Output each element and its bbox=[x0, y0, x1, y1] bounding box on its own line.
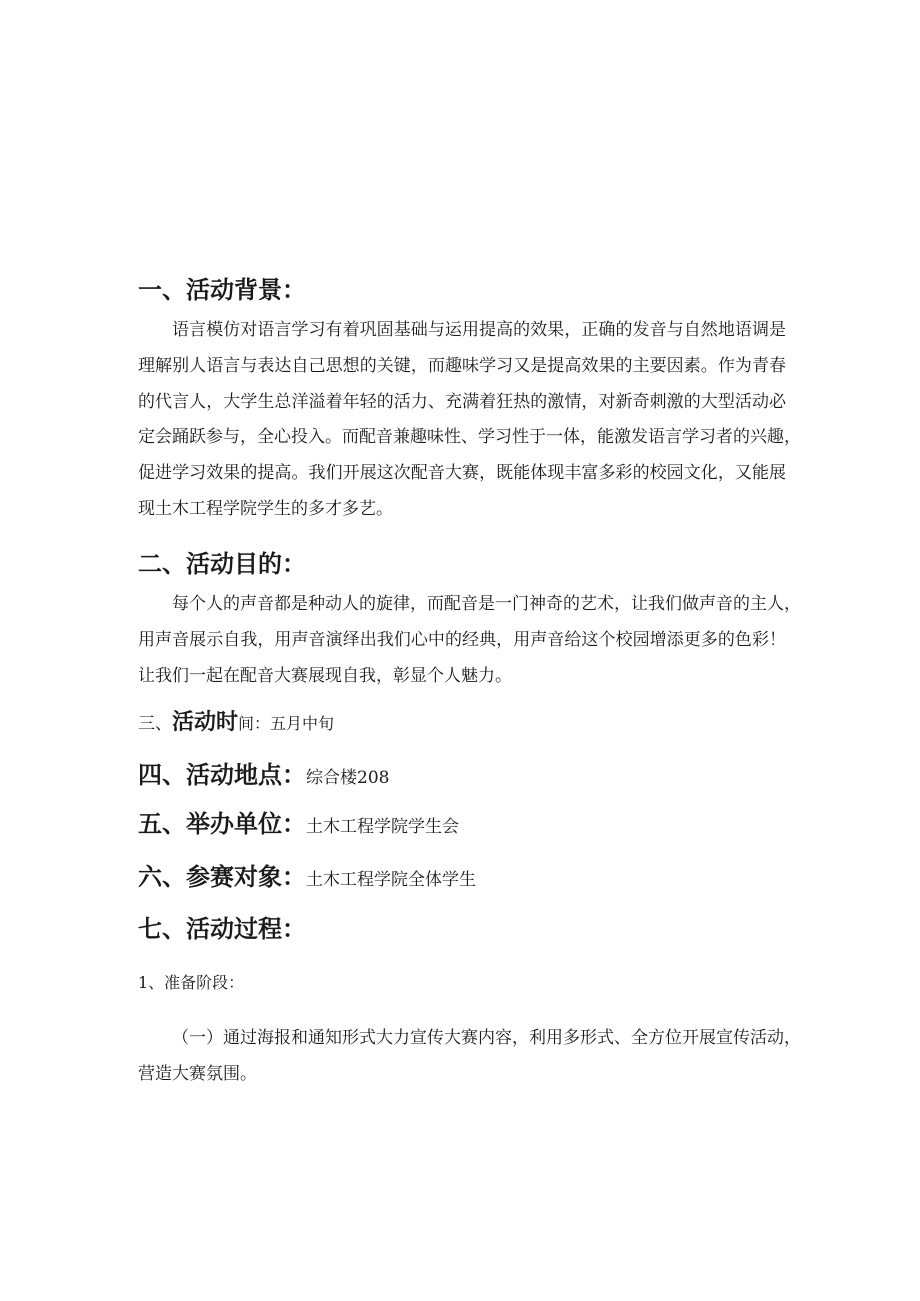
time-value: 间：五月中旬 bbox=[238, 714, 335, 733]
organizer-value: 土木工程学院学生会 bbox=[306, 817, 459, 837]
paragraph-line: 营造大赛氛围。 bbox=[138, 1063, 257, 1084]
section-heading-background: 一、活动背景： bbox=[138, 276, 306, 304]
section-heading-time bbox=[138, 706, 334, 739]
time-heading-label: 活动时 bbox=[172, 710, 239, 735]
organizer-heading-label: 五、举办单位： bbox=[138, 810, 306, 838]
paragraph-line: 语言模仿对语言学习有着巩固基础与运用提高的效果，正确的发音与自然地语调是 bbox=[172, 320, 786, 340]
paragraph-line: 现土木工程学院学生的多才多艺。 bbox=[138, 498, 393, 519]
background-paragraph bbox=[138, 313, 801, 528]
process-stage-label: 1、准备阶段： bbox=[138, 973, 245, 992]
section-heading-participants bbox=[138, 862, 476, 895]
paragraph-line: 让我们一起在配音大赛展现自我，彰显个人魅力。 bbox=[138, 665, 512, 686]
participants-value: 土木工程学院全体学生 bbox=[306, 870, 476, 890]
paragraph-line: （一）通过海报和通知形式大力宣传大赛内容，利用多形式、全方位开展宣传活动， bbox=[172, 1028, 801, 1048]
paragraph-line: 定会踊跃参与，全心投入。而配音兼趣味性、学习性于一体，能激发语言学习者的兴趣， bbox=[138, 427, 801, 448]
purpose-paragraph bbox=[138, 587, 801, 694]
section-heading-place bbox=[138, 760, 389, 793]
place-value: 综合楼208 bbox=[306, 768, 390, 788]
paragraph-line: 用声音展示自我，用声音演绎出我们心中的经典，用声音给这个校园增添更多的色彩！ bbox=[138, 629, 786, 650]
section-heading-purpose: 二、活动目的： bbox=[138, 550, 306, 578]
process-paragraph bbox=[138, 1021, 801, 1093]
participants-heading-label: 六、参赛对象： bbox=[138, 863, 306, 891]
section-heading-process: 七、活动过程： bbox=[138, 915, 306, 943]
paragraph-line: 的代言人，大学生总洋溢着年轻的活力、充满着狂热的激情，对新奇刺激的大型活动必 bbox=[138, 391, 786, 412]
paragraph-line: 促进学习效果的提高。我们开展这次配音大赛，既能体现丰富多彩的校园文化，又能展 bbox=[138, 463, 786, 484]
section-heading-organizer bbox=[138, 809, 459, 842]
paragraph-line: 每个人的声音都是种动人的旋律，而配音是一门神奇的艺术，让我们做声音的主人， bbox=[172, 594, 801, 614]
time-heading-number: 三、 bbox=[138, 714, 172, 734]
place-heading-label: 四、活动地点： bbox=[138, 761, 306, 789]
paragraph-line: 理解别人语言与表达自己思想的关键，而趣味学习又是提高效果的主要因素。作为青春 bbox=[138, 355, 786, 376]
